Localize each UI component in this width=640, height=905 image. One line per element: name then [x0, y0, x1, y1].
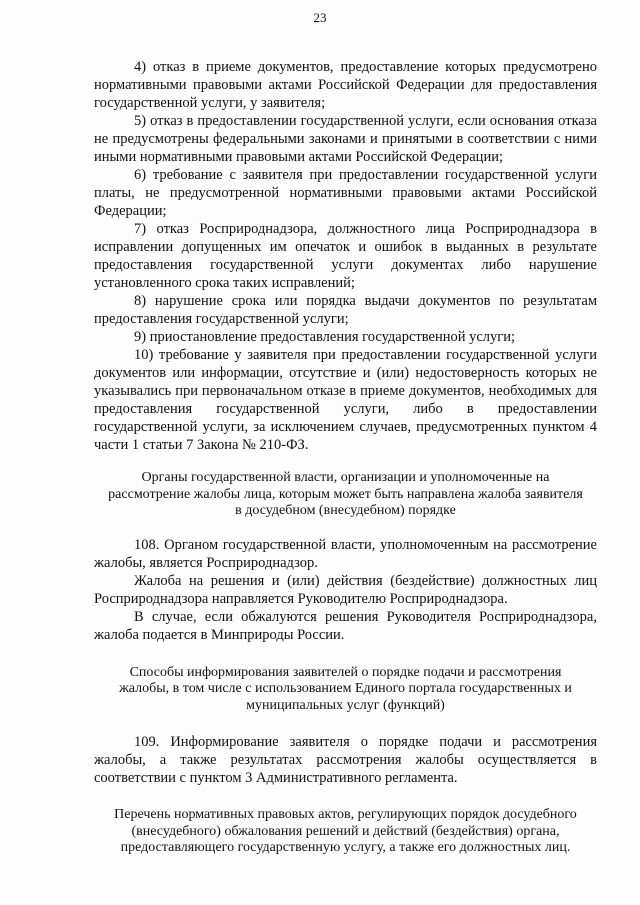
paragraph-109: 109. Информирование заявителя о порядке подачи и рассмотрения жалобы, а также результатах рассмотрения жалобы осуществляется в соответствии с пунктом 3 Административного регламента. — [94, 734, 597, 786]
list-item: 6) требование с заявителя при предоставлении государственной услуги платы, не предусмотренной нормативными правовыми актами Российской Федерации; — [94, 167, 597, 219]
section-heading: Способы информирования заявителей о порядке подачи и рассмотрения жалобы, в том числе с использованием Единого портала государственных и муниципальных услуг (функций) — [119, 664, 572, 713]
page-number: 23 — [313, 10, 327, 25]
list-item: 5) отказ в предоставлении государственной услуги, если основания отказа не предусмотрены федеральными законами и принятыми в соответствии с ними иными нормативными правовыми актами Российской Федерации; — [94, 113, 597, 165]
list-item: 10) требование у заявителя при предоставлении государственной услуги документов или информации, отсутствие и (или) недостоверность которых не указывались при первоначальном отказе в приеме документов, необходимых для предоставления государственной услуги, либо в предоставлении государственной услуги, за исключением случаев, предусмотренных пунктом 4 части 1 статьи 7 Закона № 210-ФЗ. — [94, 347, 597, 453]
list-item: 4) отказ в приеме документов, предоставление которых предусмотрено нормативными правовыми актами Российской Федерации для предоставления государственной услуги, у заявителя; — [94, 59, 597, 111]
paragraph-108: 108. Органом государственной власти, уполномоченным на рассмотрение жалобы, является Росприроднадзор. — [94, 536, 597, 571]
paragraph: Жалоба на решения и (или) действия (бездействие) должностных лиц Росприроднадзора направляется Руководителю Росприроднадзора. — [94, 572, 597, 607]
paragraph: В случае, если обжалуются решения Руководителя Росприроднадзора, жалоба подается в Минприроды России. — [94, 608, 597, 643]
section-heading: Органы государственной власти, организации и уполномоченные на рассмотрение жалобы лица, которым может быть направлена жалоба заявителя в досудебном (внесудебном) порядке — [108, 470, 583, 518]
list-item: 8) нарушение срока или порядка выдачи документов по результатам предоставления государственной услуги; — [94, 293, 597, 327]
list-item: 7) отказ Росприроднадзора, должностного лица Росприроднадзора в исправлении допущенных им опечаток и ошибок в выданных в результате предоставления государственной услуги документах либо нарушение установленного срока таких исправлений; — [94, 221, 597, 291]
list-item: 9) приостановление предоставления государственной услуги; — [134, 329, 516, 345]
document-body — [94, 58, 597, 857]
section-heading: Перечень нормативных правовых актов, регулирующих порядок досудебного (внесудебного) обжалования решений и действий (бездействия) органа, предоставляющего государственную услугу, а также его должностных лиц. — [114, 807, 577, 855]
